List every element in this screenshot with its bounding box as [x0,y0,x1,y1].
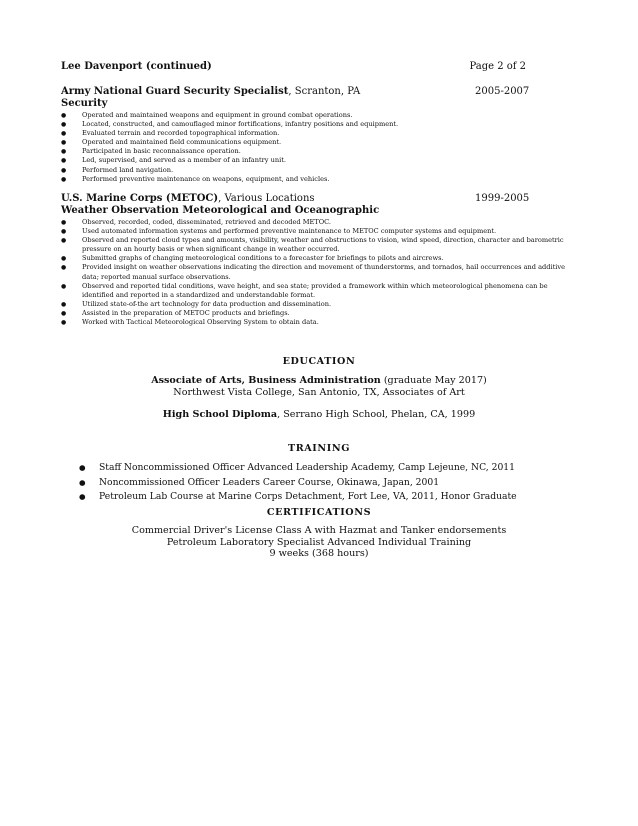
degree-line [0,375,638,387]
duty-item: ● Performed preventive maintenance on weapons, equipment, and vehicles. [61,175,581,184]
college-line: Northwest Vista College, San Antonio, TX, Associates of Art [173,386,465,398]
page-number: Page 2 of 2 [469,61,526,72]
education-high-school [0,409,638,421]
degree-note: (graduate May 2017) [380,375,487,386]
page-header [61,61,526,72]
duty-item: ● Utilized state-of-the art technology for data production and dissemination. [61,300,581,309]
duty-item: ● Operated and maintained weapons and equipment in ground combat operations. [61,111,581,120]
job-role: Weather Observation Meteorological and Oceanographic [61,205,380,216]
certification-line: 9 weeks (368 hours) [269,548,369,559]
training-item: ● Staff Noncommissioned Officer Advanced Leadership Academy, Camp Lejeune, NC, 2011 [79,461,517,476]
certification-line: Petroleum Laboratory Specialist Advanced Individual Training [166,536,472,548]
job-location: , Various Locations [218,193,315,204]
hs-title: High School Diploma [162,409,278,420]
duty-list [61,111,581,184]
job-location: , Scranton, PA [288,86,361,97]
duty-item: ● Observed and reported tidal conditions, wave height, and sea state; provided a framework within which meteorological phenomena can be identified and reported in a standardized and understandable format. [61,282,581,300]
duty-item: ● Evaluated terrain and recorded topographical information. [61,129,581,138]
duty-item: ● Worked with Tactical Meteorological Observing System to obtain data. [61,318,581,327]
job-organization: Army National Guard Security Specialist [61,86,289,97]
job-heading [61,193,581,204]
duty-item: ● Observed, recorded, coded, disseminated, retrieved and decoded METOC. [61,218,581,227]
degree-title: Associate of Arts, Business Administration [151,375,381,386]
job-entry-marine [61,193,581,327]
duty-item: ● Submitted graphs of changing meteorological conditions to a forecaster for briefings to pilots and aircrews. [61,254,581,263]
training-item: ● Petroleum Lab Course at Marine Corps Detachment, Fort Lee, VA, 2011, Honor Graduate [79,490,517,505]
duty-item: ● Participated in basic reconnaissance operation. [61,147,581,156]
job-entry-army [61,86,581,184]
duty-item: ● Led, supervised, and served as a member of an infantry unit. [61,156,581,165]
job-role: Security [61,98,108,109]
job-heading [61,86,581,97]
duty-item: ● Located, constructed, and camouflaged minor fortifications, infantry positions and equipment. [61,120,581,129]
certification-line: Commercial Driver's License Class A with Hazmat and Tanker endorsements [131,525,507,536]
training-list [79,461,517,505]
duty-item: ● Performed land navigation. [61,166,581,175]
education-heading: EDUCATION [282,356,356,367]
education-degree [0,375,638,398]
training-item: ● Noncommissioned Officer Leaders Career Course, Okinawa, Japan, 2001 [79,476,517,491]
certifications-heading: CERTIFICATIONS [266,507,372,518]
duty-list [61,218,581,327]
job-dates: 2005-2007 [475,86,530,97]
duty-item: ● Used automated information systems and performed preventive maintenance to METOC computer systems and equipment. [61,227,581,236]
duty-item: ● Observed and reported cloud types and amounts, visibility, weather and obstructions to vision, wind speed, direction, character and barometric pressure on an hourly basis or when significant change in weather occurred. [61,236,581,254]
duty-item: ● Provided insight on weather observations indicating the direction and movement of thunderstorms, and tornados, hail occurrences and additive data; reported manual surface observations. [61,263,581,281]
duty-item: ● Operated and maintained field communications equipment. [61,138,581,147]
training-heading: TRAINING [287,443,351,454]
hs-detail: , Serrano High School, Phelan, CA, 1999 [277,409,476,420]
duty-item: ● Assisted in the preparation of METOC products and briefings. [61,309,581,318]
candidate-name: Lee Davenport (continued) [61,61,212,72]
certifications-block [0,525,638,560]
job-dates: 1999-2005 [475,193,530,204]
job-organization: U.S. Marine Corps (METOC) [61,193,219,204]
